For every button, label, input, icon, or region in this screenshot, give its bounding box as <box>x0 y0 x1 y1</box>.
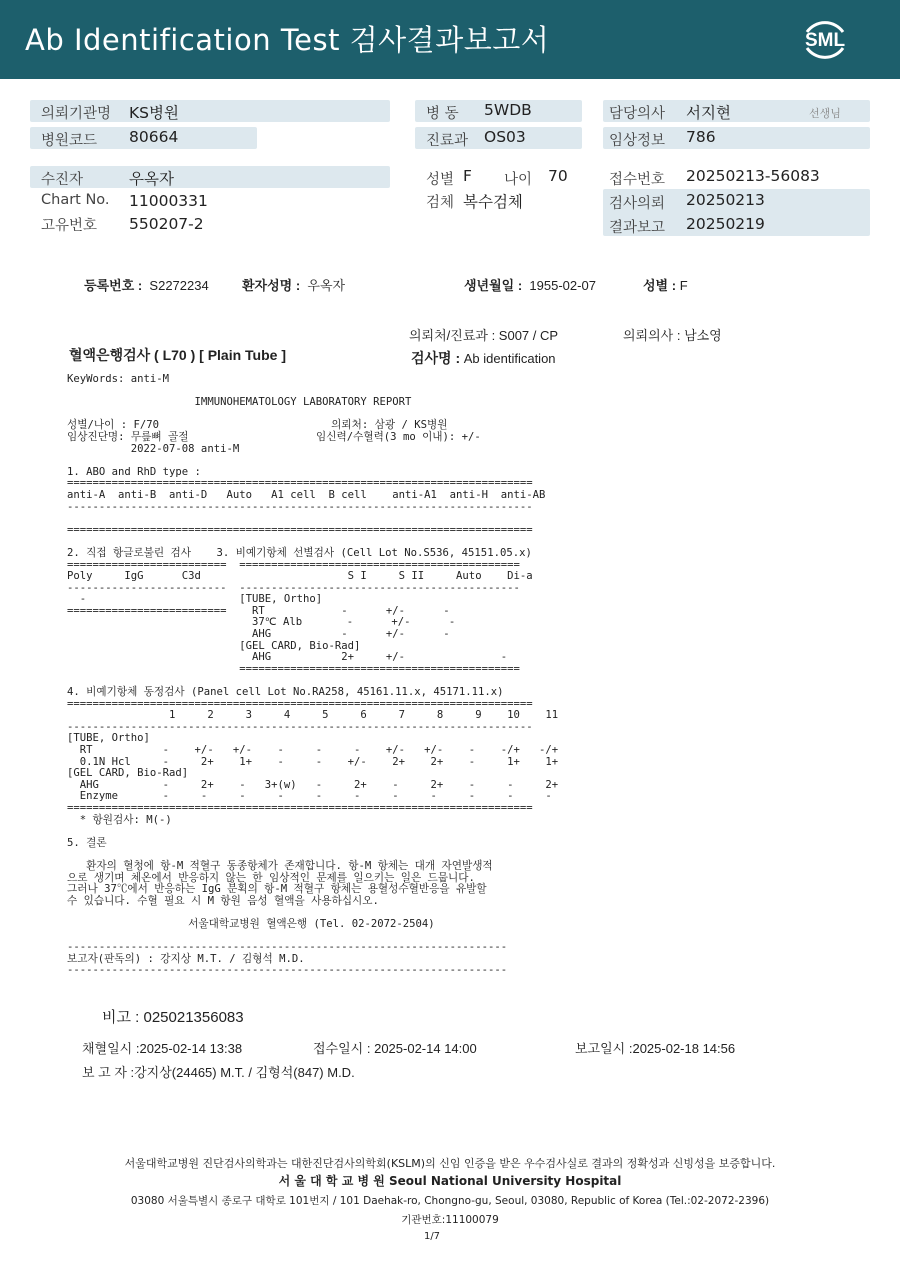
report-line: AHG - +/- - <box>67 628 450 641</box>
report-line: ========================= RT - +/- - <box>67 604 450 617</box>
requester-value: KS병원 <box>129 104 179 122</box>
logo-text: SML <box>804 30 846 51</box>
report-line: 37℃ Alb - +/- - <box>67 616 456 629</box>
report-line: 환자의 혈청에 항-M 적혈구 동종항체가 존재합니다. 항-M 항체는 대개 자연발생적 <box>67 859 493 872</box>
report-line: 2. 직접 항글로불린 검사 3. 비예기항체 선별검사 (Cell Lot No.S536, 45151.05.x) <box>67 546 532 559</box>
dept-label: 진료과 <box>426 133 469 149</box>
report-line: 1 2 3 4 5 6 7 8 9 10 11 <box>67 709 559 722</box>
clinical-label: 임상정보 <box>609 133 666 149</box>
collection-datetime: 채혈일시 :2025-02-14 13:38 <box>82 1041 243 1056</box>
referrer: 의뢰처/진료과 : S007 / CP <box>409 328 559 343</box>
doctor-value: 서지현 <box>686 104 731 122</box>
report-line: --------------------------------------------------------------------- <box>67 941 508 954</box>
report-body <box>67 374 558 977</box>
test-name: 검사명 : Ab identification <box>411 350 556 366</box>
report-line: ========================================================================= <box>67 801 533 814</box>
receipt-datetime: 접수일시 : 2025-02-14 14:00 <box>313 1041 477 1056</box>
note: 비고 : 025021356083 <box>102 1009 244 1026</box>
report-line: - [TUBE, Ortho] <box>67 593 323 606</box>
report-line: 0.1N Hcl - 2+ 1+ - - +/- 2+ 2+ - 1+ 1+ <box>67 755 559 768</box>
section-title: 혈액은행검사 ( L70 ) [ Plain Tube ] <box>69 347 287 363</box>
report-line: Enzyme - - - - - - - - - - - <box>67 790 552 803</box>
doctor-suffix: 선생님 <box>809 107 841 120</box>
report-line <box>67 826 558 838</box>
unique-no-label: 고유번호 <box>41 218 98 234</box>
report-line: 그러나 37℃에서 반응하는 IgG 분획의 항-M 적혈구 항체는 용혈성수혈반응을 유발할 <box>67 883 487 896</box>
age-label: 나이 <box>504 172 533 188</box>
chart-no-label: Chart No. <box>41 192 110 208</box>
sex-value: F <box>463 167 472 185</box>
report-line: KeyWords: anti-M <box>67 373 170 385</box>
report-line: RT - +/- +/- - - - +/- +/- - -/+ -/+ <box>67 744 559 756</box>
hospital-address: 03080 서울특별시 종로구 대학로 101번지 / 101 Daehak-ro, Chongno-gu, Seoul, 03080, Republic of Korea (Tel.:02-2072-2396) <box>130 1195 770 1207</box>
specimen-label: 검체 <box>426 195 455 211</box>
report-line: ========================================================================= <box>67 697 533 710</box>
specimen-value: 복수검체 <box>463 193 523 211</box>
report-line: ========================================================================= <box>67 523 533 536</box>
date-of-birth: 생년월일 : 1955-02-07 <box>464 278 596 293</box>
report-date-label: 결과보고 <box>609 220 666 236</box>
dept-value: OS03 <box>484 128 526 146</box>
unique-no-value: 550207-2 <box>129 215 204 233</box>
report-line: 2022-07-08 anti-M <box>67 442 240 455</box>
report-line: anti-A anti-B anti-D Auto A1 cell B cell anti-A1 anti-H anti-AB <box>67 488 546 501</box>
request-value: 20250213 <box>686 191 765 209</box>
report-line: ------------------------------------------------------------------------- <box>67 500 533 513</box>
report-date-value: 20250219 <box>686 215 765 233</box>
report-line: [TUBE, Ortho] <box>67 732 150 745</box>
reporter: 보 고 자 :강지상(24465) M.T. / 김형석(847) M.D. <box>82 1065 355 1080</box>
report-line: 4. 비예기항체 동정검사 (Panel cell Lot No.RA258, 45161.11.x, 45171.11.x) <box>67 686 504 699</box>
certification-note: 서울대학교병원 진단검사의학과는 대한진단검사의학회(KSLM)의 신임 인증을 받은 우수검사실로 결과의 정확성과 신빙성을 보증합니다. <box>124 1157 776 1170</box>
report-line: AHG 2+ +/- - <box>67 651 508 664</box>
report-line: AHG - 2+ - 3+(w) - 2+ - 2+ - - 2+ <box>67 778 559 791</box>
report-line: 성별/나이 : F/70 의뢰처: 삼광 / KS병원 <box>67 419 448 432</box>
report-line: 1. ABO and RhD type : <box>67 465 201 478</box>
report-line: 5. 결론 <box>67 836 107 849</box>
report-line: Poly IgG C3d S I S II Auto Di-a <box>67 570 533 583</box>
clinical-value: 786 <box>686 128 716 146</box>
ward-label: 병 동 <box>426 106 459 122</box>
sml-logo <box>797 12 853 68</box>
hospital-code-label: 병원코드 <box>41 133 98 149</box>
requester-label: 의뢰기관명 <box>41 106 112 122</box>
report-line: ============================================ <box>67 662 520 675</box>
report-title: Ab Identification Test 검사결과보고서 <box>25 23 550 57</box>
page-number: 1/7 <box>423 1231 441 1242</box>
receipt-value: 20250213-56083 <box>686 167 820 185</box>
report-line: ------------------------------------------------------------------------- <box>67 720 533 733</box>
patient-name: 환자성명 : 우옥자 <box>242 278 346 293</box>
report-line: --------------------------------------------------------------------- <box>67 964 508 977</box>
report-line: [GEL CARD, Bio-Rad] <box>67 639 361 652</box>
hospital-code-value: 80664 <box>129 128 179 146</box>
request-label: 검사의뢰 <box>609 196 666 212</box>
report-line: [GEL CARD, Bio-Rad] <box>67 767 189 780</box>
ward-value: 5WDB <box>484 101 532 119</box>
referring-doctor: 의뢰의사 : 남소영 <box>623 328 722 343</box>
patient-value: 우옥자 <box>129 170 174 188</box>
report-datetime: 보고일시 :2025-02-18 14:56 <box>575 1041 736 1056</box>
report-line: IMMUNOHEMATOLOGY LABORATORY REPORT <box>67 396 412 409</box>
report-line: 수 있습니다. 수혈 필요 시 M 항원 음성 혈액을 사용하십시오. <box>67 894 379 907</box>
report-header <box>0 0 900 79</box>
chart-no-value: 11000331 <box>129 192 208 210</box>
report-line <box>67 513 558 525</box>
report-line <box>67 455 558 467</box>
reg-sex: 성별 : F <box>643 278 688 293</box>
doctor-label: 담당의사 <box>609 106 666 122</box>
reg-no: 등록번호 : S2272234 <box>84 278 209 293</box>
report-line: ========================= ============================================ <box>67 558 520 571</box>
report-line: 으로 생기며 체온에서 반응하지 않는 한 임상적인 문제를 일으키는 일은 드뭅니다. <box>67 871 475 884</box>
age-value: 70 <box>548 167 568 185</box>
report-line: 임상진단명: 무릎뼈 골절 임신력/수혈력(3 mo 이내): +/- <box>67 430 481 443</box>
hospital-name: 서 울 대 학 교 병 원 Seoul National University Hospital <box>278 1174 622 1188</box>
institution-number: 기관번호:11100079 <box>401 1214 499 1226</box>
report-line: ------------------------- -------------------------------------------- <box>67 581 520 594</box>
report-line: 서울대학교병원 혈액은행 (Tel. 02-2072-2504) <box>67 917 435 930</box>
receipt-label: 접수번호 <box>609 172 666 188</box>
report-line: * 항원검사: M(-) <box>67 813 172 826</box>
info-bar-patient <box>30 166 390 188</box>
report-line: 보고자(판독의) : 강지상 M.T. / 김형석 M.D. <box>67 952 305 965</box>
report-line: ========================================================================= <box>67 477 533 490</box>
patient-label: 수진자 <box>41 172 84 188</box>
sex-label: 성별 <box>426 172 455 188</box>
